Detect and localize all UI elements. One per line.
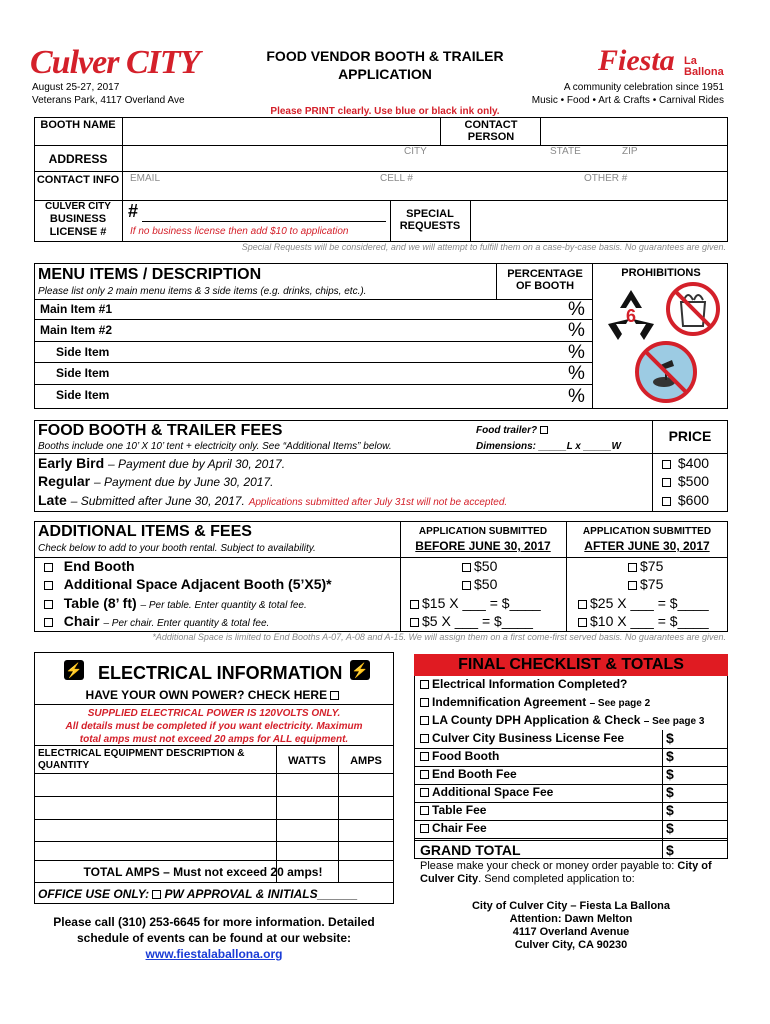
checklist-item[interactable] — [420, 695, 650, 709]
other-phone-field[interactable] — [580, 172, 726, 199]
own-power-checkbox[interactable] — [330, 691, 339, 700]
checklist-title: FINAL CHECKLIST & TOTALS — [414, 654, 728, 676]
website-link[interactable]: www.fiestalaballona.org — [145, 947, 283, 961]
own-power-label: HAVE YOUR OWN POWER? CHECK HERE — [34, 688, 394, 702]
checklist-dollar[interactable]: $ — [666, 784, 674, 800]
electrical-warning-2: All details must be completed if you want electricity. Maximum — [65, 721, 363, 732]
checklist-item-note: – See page 2 — [589, 698, 651, 709]
checklist-checkbox[interactable] — [420, 752, 429, 761]
table-after-price[interactable]: $25 X ___ = $____ — [578, 595, 709, 611]
space-checkbox[interactable] — [44, 581, 53, 590]
fiesta-logo: Fiesta — [598, 44, 675, 77]
regular-price[interactable]: $500 — [662, 473, 709, 489]
additional-footnote: *Additional Space is limited to End Booths A-07, A-08 and A-15. We will assign them on a first come-first served basis. No guarantees are given. — [152, 632, 726, 642]
zip-label: ZIP — [622, 146, 638, 157]
table-before-price[interactable]: $15 X ___ = $____ — [410, 595, 541, 611]
menu-field-1[interactable] — [150, 300, 560, 318]
menu-item-main-2: Main Item #2 — [40, 323, 113, 337]
chair-row: Chair – Per chair. Enter quantity & total fee. — [44, 613, 269, 629]
regular-row: Regular – Payment due by June 30, 2017. — [38, 473, 274, 489]
cell-label: CELL # — [380, 173, 413, 184]
checklist-checkbox[interactable] — [420, 680, 429, 689]
special-requests-field[interactable] — [472, 201, 726, 241]
fees-subtitle: Booths include one 10’ X 10’ tent + electricity only. See “Additional Items” below. — [38, 441, 392, 452]
space-after-price[interactable]: $75 — [628, 576, 663, 592]
event-dates: August 25-27, 2017 — [32, 82, 120, 93]
checklist-item[interactable] — [420, 749, 499, 763]
food-trailer-label: Food trailer? — [476, 425, 548, 436]
percent-4: % — [568, 363, 585, 384]
end-booth-checkbox[interactable] — [44, 563, 53, 572]
contact-person-label: CONTACT PERSON — [464, 119, 518, 143]
payable-text: Please make your check or money order payable to: City of Culver City. Send completed application to: — [420, 860, 712, 885]
chair-checkbox[interactable] — [44, 618, 53, 627]
no-grease-dumping-icon — [634, 340, 698, 404]
watts-label: WATTS — [288, 755, 326, 767]
page-title-line1: FOOD VENDOR BOOTH & TRAILER — [266, 48, 504, 64]
mail-address-1: City of Culver City – Fiesta La Ballona — [471, 900, 671, 912]
percentage-label: PERCENTAGE OF BOOTH — [507, 268, 583, 292]
mail-address-4: Culver City, CA 90230 — [514, 939, 628, 951]
checklist-item[interactable] — [420, 677, 627, 691]
late-checkbox[interactable] — [662, 497, 671, 506]
total-amps-label: TOTAL AMPS – Must not exceed 20 amps! — [83, 865, 323, 879]
menu-field-5[interactable] — [150, 385, 560, 407]
office-use-row: OFFICE USE ONLY: PW APPROVAL & INITIALS______ — [38, 887, 358, 901]
contact-info-label: CONTACT INFO — [36, 174, 120, 186]
additional-title: ADDITIONAL ITEMS & FEES — [38, 523, 252, 540]
equipment-row-4[interactable] — [36, 842, 274, 859]
checklist-item[interactable] — [420, 785, 553, 799]
mail-address-3: 4117 Overland Avenue — [512, 926, 630, 938]
menu-field-3[interactable] — [150, 342, 560, 361]
checklist-dollar[interactable]: $ — [666, 802, 674, 818]
late-row: Late – Submitted after June 30, 2017. Applications submitted after July 31st will not be accepted. — [38, 492, 508, 508]
checklist-item[interactable] — [420, 731, 624, 745]
equipment-row-2[interactable] — [36, 797, 274, 818]
email-label: EMAIL — [130, 173, 161, 184]
checklist-item-note: – See page 3 — [643, 716, 705, 727]
before-label-2: BEFORE JUNE 30, 2017 — [415, 539, 551, 553]
menu-item-side-3: Side Item — [56, 388, 110, 402]
menu-item-side-2: Side Item — [56, 366, 110, 380]
checklist-dollar[interactable]: $ — [666, 820, 674, 836]
special-requests-label: SPECIAL REQUESTS — [399, 208, 461, 232]
menu-field-4[interactable] — [150, 363, 560, 383]
event-location: Veterans Park, 4117 Overland Ave — [32, 95, 185, 106]
menu-item-main-1: Main Item #1 — [40, 302, 113, 316]
electrical-title: ELECTRICAL INFORMATION — [98, 663, 343, 683]
email-field[interactable] — [124, 172, 374, 199]
license-label-3: LICENSE # — [49, 226, 107, 238]
prohibitions-label: PROHIBITIONS — [621, 267, 701, 279]
after-label-2: AFTER JUNE 30, 2017 — [584, 539, 710, 553]
contact-person-field[interactable] — [542, 118, 726, 144]
chair-after-price[interactable]: $10 X ___ = $____ — [578, 613, 709, 629]
checklist-checkbox[interactable] — [420, 788, 429, 797]
early-bird-checkbox[interactable] — [662, 460, 671, 469]
page-title-line2: APPLICATION — [338, 66, 432, 82]
end-after-price[interactable]: $75 — [628, 558, 663, 574]
checklist-checkbox[interactable] — [420, 698, 429, 707]
amps-label: AMPS — [350, 755, 382, 767]
electrical-warning-3: total amps must not exceed 20 amps for ALL equipment. — [79, 734, 349, 745]
checklist-checkbox[interactable] — [420, 806, 429, 815]
equipment-row-3[interactable] — [36, 820, 274, 840]
no-styrofoam-recycle-6-icon — [602, 284, 660, 342]
license-hash: # — [128, 201, 139, 221]
checklist-item[interactable] — [420, 821, 487, 835]
checklist-item-label: Food Booth — [432, 749, 500, 763]
license-label-2: BUSINESS — [49, 213, 107, 225]
dimensions-label: Dimensions: _____L x _____W — [476, 441, 621, 452]
checklist-dollar[interactable]: $ — [666, 766, 674, 782]
menu-subtitle: Please list only 2 main menu items & 3 side items (e.g. drinks, chips, etc.). — [38, 286, 367, 297]
grand-total-label: GRAND TOTAL — [420, 842, 521, 858]
other-label: OTHER # — [584, 173, 628, 184]
checklist-item-label: Additional Space Fee — [432, 785, 554, 799]
early-bird-price[interactable]: $400 — [662, 455, 709, 471]
table-row: Table (8’ ft) – Per table. Enter quantity & total fee. — [44, 595, 307, 611]
checklist-item[interactable] — [420, 767, 517, 781]
booth-name-label: BOOTH NAME — [40, 119, 116, 131]
license-number-line[interactable] — [142, 221, 386, 222]
call-line-2: schedule of events can be found at our website: — [76, 931, 352, 945]
additional-subtitle: Check below to add to your booth rental. Subject to availability. — [38, 543, 316, 554]
fiesta-logo-ballona: Ballona — [684, 66, 724, 78]
cell-field[interactable] — [376, 172, 576, 199]
checklist-item[interactable] — [420, 803, 486, 817]
electrical-warning-1: SUPPLIED ELECTRICAL POWER IS 120VOLTS ONLY. — [87, 708, 341, 719]
special-requests-note: Special Requests will be considered, and we will attempt to fulfill them on a case-by-case basis. No guarantees are given. — [241, 242, 726, 252]
checklist-item-label: Table Fee — [432, 803, 487, 817]
checklist-checkbox[interactable] — [420, 770, 429, 779]
checklist-item-label: LA County DPH Application & Check — [432, 713, 641, 727]
percent-2: % — [568, 320, 585, 341]
checklist-checkbox[interactable] — [420, 734, 429, 743]
fiesta-logo-la: La — [684, 55, 697, 67]
license-note: If no business license then add $10 to application — [130, 226, 349, 237]
late-price[interactable]: $600 — [662, 492, 709, 508]
price-label: PRICE — [668, 428, 712, 444]
grand-total-dollar[interactable]: $ — [666, 842, 674, 858]
svg-text:6: 6 — [625, 306, 637, 326]
percent-1: % — [568, 299, 585, 320]
tagline-1: A community celebration since 1951 — [563, 82, 724, 93]
equipment-row-1[interactable] — [36, 774, 274, 795]
lightning-icon-left: ⚡ — [65, 662, 83, 678]
tagline-2: Music • Food • Art & Crafts • Carnival Rides — [531, 95, 724, 106]
call-line-1: Please call (310) 253-6645 for more information. Detailed — [53, 915, 375, 929]
menu-title: MENU ITEMS / DESCRIPTION — [38, 266, 262, 283]
checklist-checkbox[interactable] — [420, 716, 429, 725]
checklist-item-label: Chair Fee — [432, 821, 487, 835]
chair-before-price[interactable]: $5 X ___ = $____ — [410, 613, 533, 629]
lightning-icon-right: ⚡ — [351, 662, 369, 678]
food-trailer-checkbox[interactable] — [540, 426, 548, 434]
culver-city-logo: Culver CITY — [30, 44, 200, 81]
before-label-1: APPLICATION SUBMITTED — [418, 526, 548, 537]
state-label: STATE — [550, 146, 581, 157]
end-booth-row: End Booth — [44, 558, 135, 574]
after-label-1: APPLICATION SUBMITTED — [582, 526, 712, 537]
address-label: ADDRESS — [48, 152, 108, 166]
space-row: Additional Space Adjacent Booth (5’X5)* — [44, 576, 332, 592]
booth-name-field[interactable] — [124, 118, 438, 144]
mail-address-2: Attention: Dawn Melton — [509, 913, 633, 925]
checklist-checkbox[interactable] — [420, 824, 429, 833]
equipment-label: ELECTRICAL EQUIPMENT DESCRIPTION & QUANTITY — [38, 748, 245, 771]
early-bird-row: Early Bird – Payment due by April 30, 2017. — [38, 455, 286, 471]
space-before-price[interactable]: $50 — [462, 576, 497, 592]
menu-item-side-1: Side Item — [56, 345, 110, 359]
license-label-1: CULVER CITY — [45, 201, 111, 212]
table-checkbox[interactable] — [44, 600, 53, 609]
city-label: CITY — [404, 146, 427, 157]
checklist-item[interactable] — [420, 713, 704, 727]
no-plastic-bag-icon — [664, 280, 722, 338]
print-note: Please PRINT clearly. Use blue or black ink only. — [270, 106, 500, 117]
percent-5: % — [568, 386, 585, 407]
checklist-dollar[interactable]: $ — [666, 748, 674, 764]
checklist-dollar[interactable]: $ — [666, 730, 674, 746]
checklist-item-label: Indemnification Agreement — [432, 695, 587, 709]
checklist-item-label: Electrical Information Completed? — [432, 677, 628, 691]
checklist-item-label: End Booth Fee — [432, 767, 517, 781]
regular-checkbox[interactable] — [662, 478, 671, 487]
end-before-price[interactable]: $50 — [462, 558, 497, 574]
fees-title: FOOD BOOTH & TRAILER FEES — [38, 422, 283, 439]
percent-3: % — [568, 342, 585, 363]
menu-field-2[interactable] — [150, 320, 560, 340]
checklist-item-label: Culver City Business License Fee — [432, 731, 625, 745]
